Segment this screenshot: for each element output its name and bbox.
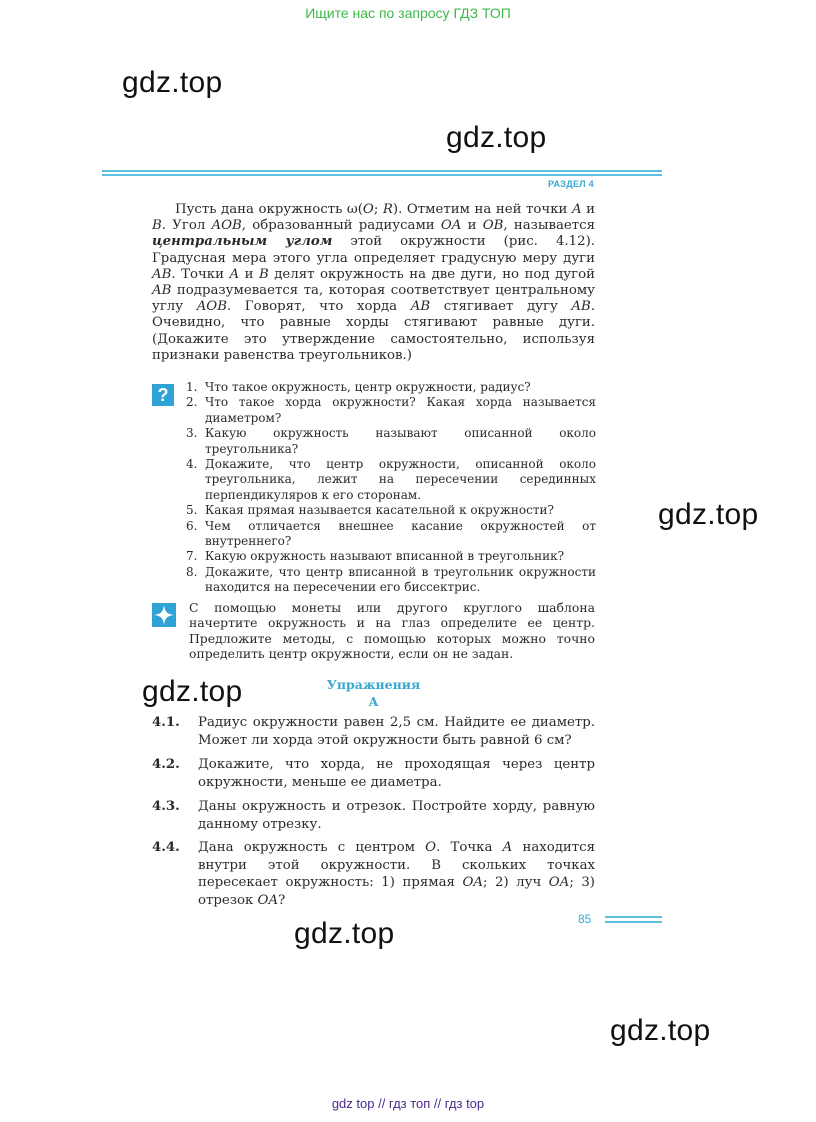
list-item: 7. Какую окружность называют вписанной в треугольник?	[186, 549, 565, 564]
list-item: 6. Чем отличается внешнее касание окружностей от внутреннего?	[186, 518, 596, 549]
section-label: РАЗДЕЛ 4	[548, 179, 594, 189]
term-central-angle: центральным углом	[152, 234, 333, 250]
watermark: gdz.top	[658, 498, 759, 531]
exercises-title: Упражнения	[326, 677, 421, 692]
page-number: 85	[578, 912, 592, 926]
list-item: 8. Докажите, что центр вписанной в треугольник окружности находится на пересечении его биссектрис.	[186, 564, 596, 595]
question-mark-icon: ?	[152, 384, 174, 406]
watermark: gdz.top	[294, 917, 395, 950]
watermark: gdz.top	[142, 675, 243, 708]
exercise-item: 4.3. Даны окружность и отрезок. Постройте хорду, равную данному отрезку.	[152, 799, 595, 832]
exercise-item: 4.2. Докажите, что хорда, не проходящая через центр окружности, меньше ее диаметра.	[152, 757, 595, 790]
star-icon	[152, 603, 176, 627]
watermark: gdz.top	[610, 1014, 711, 1047]
exercises-level: A	[368, 694, 379, 709]
top-banner[interactable]: Ищите нас по запросу ГДЗ ТОП	[305, 5, 511, 21]
list-item: 2. Что такое хорда окружности? Какая хорда называется диаметром?	[186, 395, 596, 425]
exercise-item: 4.1. Радиус окружности равен 2,5 см. Найдите ее диаметр. Может ли хорда этой окружности быть равной 6 см?	[152, 715, 595, 748]
list-item: 5. Какая прямая называется касательной к окружности?	[186, 503, 554, 518]
list-item: 1. Что такое окружность, центр окружности, радиус?	[186, 380, 531, 394]
watermark: gdz.top	[122, 66, 223, 99]
intro-paragraph: Пусть дана окружность ω(O; R). Отметим на ней точки A и B. Угол AOB, образованный радиусами OA и OB, называется центральным углом этой окружности (рис. 4.12). Градусная мера этого угла определяет градусную меру дуги AB. Точки A и B делят окружность на две дуги, но под дугой AB подразумевается та, которая соответствует центральному углу AOB. Говорят, что хорда AB стягивает дугу AB. Очевидно, что равные хорды стягивают равные дуги. (Докажите это утверждение самостоятельно, используя признаки равенства треугольников.)	[152, 202, 596, 363]
watermark: gdz.top	[446, 121, 547, 154]
practical-task: С помощью монеты или другого круглого шаблона начертите окружность и на глаз определите ее центр. Предложите методы, с помощью которых можно точно определить центр окружности, если он не задан.	[189, 600, 595, 662]
header-rule	[102, 170, 662, 178]
list-item: 4. Докажите, что центр окружности, описанной около треугольника, лежит на пересечении серединных перпендикуляров к его сторонам.	[186, 457, 596, 502]
exercise-item: 4.4. Дана окружность с центром O. Точка A находится внутри этой окружности. В скольких точках пересекает окружность: 1) прямая OA; 2) луч OA; 3) отрезок OA?	[152, 840, 595, 908]
footer-rule	[605, 916, 662, 926]
footer-links[interactable]: gdz top // гдз топ // гдз top	[331, 1096, 485, 1111]
list-item: 3. Какую окружность называют описанной около треугольника?	[186, 426, 596, 456]
review-questions	[186, 380, 596, 596]
